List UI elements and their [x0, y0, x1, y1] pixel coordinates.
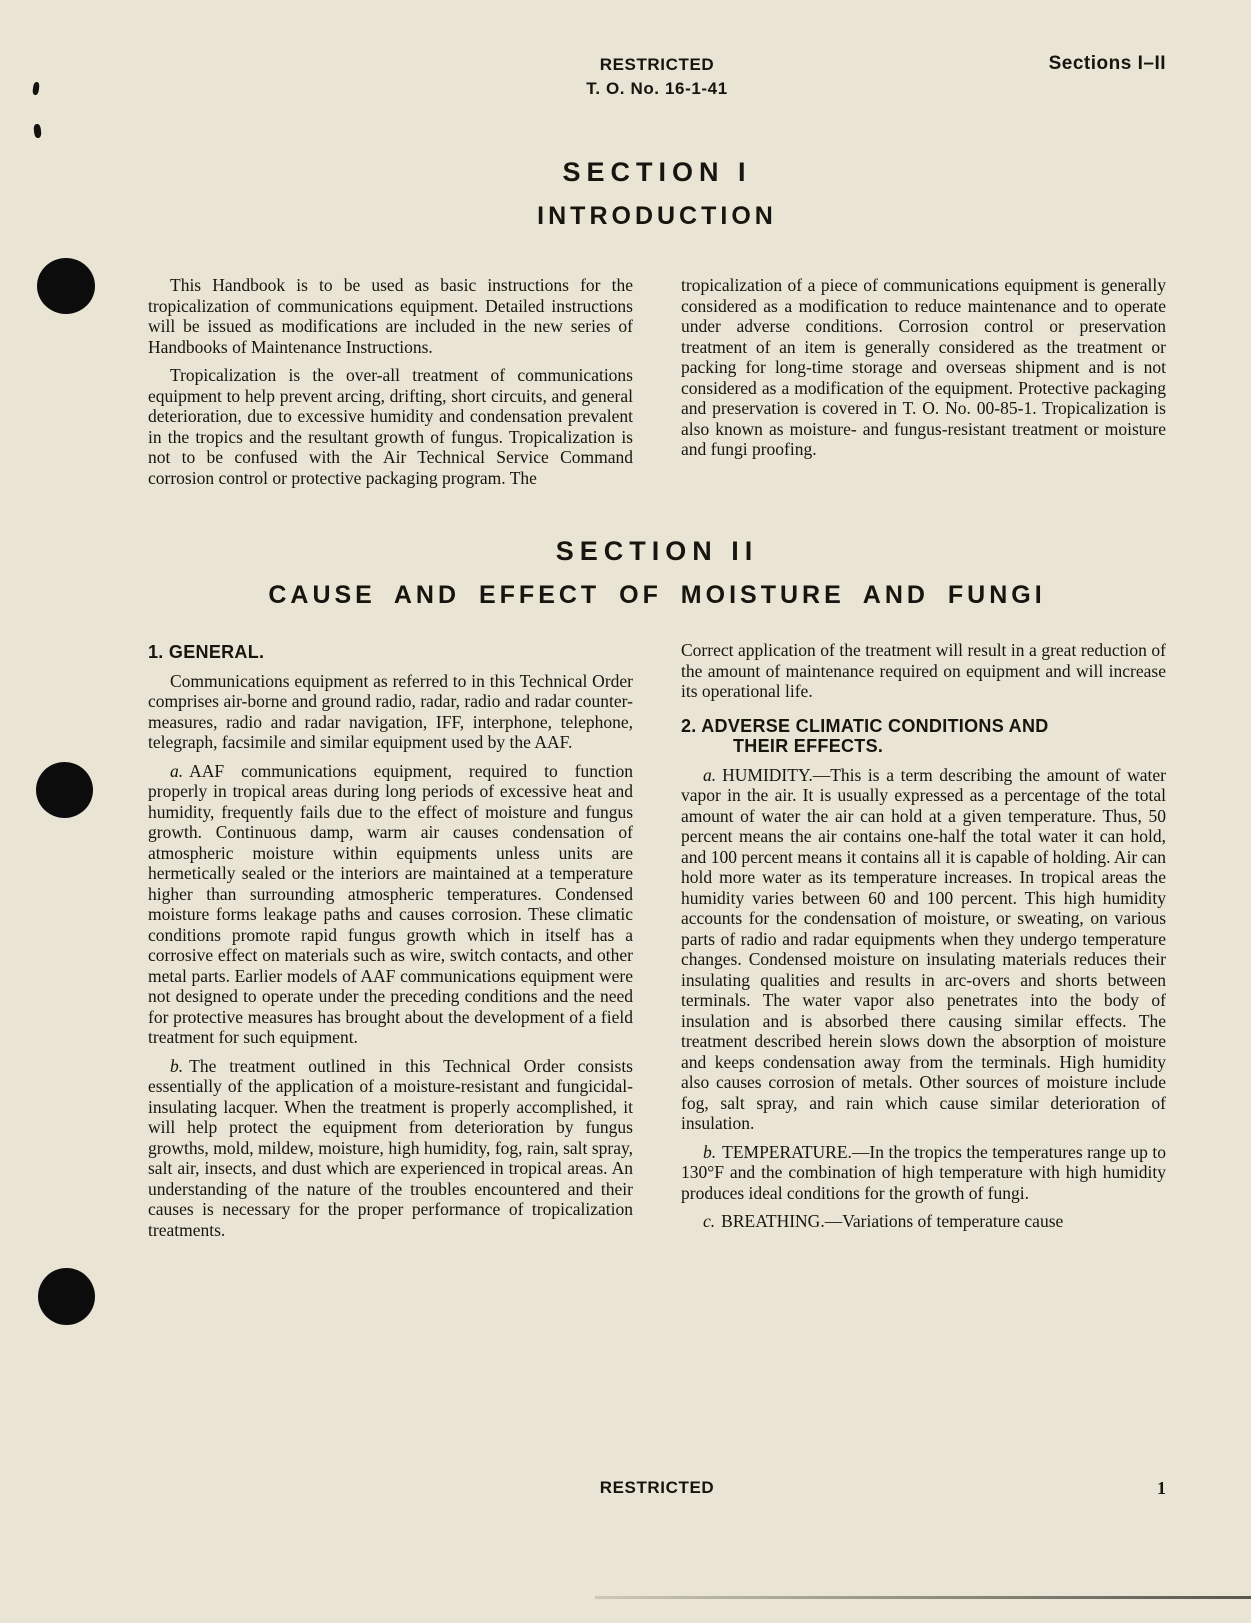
- section-2-title: SECTION II: [555, 536, 759, 566]
- paragraph: [148, 761, 633, 1048]
- paragraph: [681, 765, 1166, 1134]
- section-1-subtitle: INTRODUCTION: [537, 202, 777, 230]
- paragraph: Correct application of the treatment will result in a great reduction of the amount of maintenance required on equipment and will increase its operational life.: [681, 640, 1166, 701]
- page-number: 1: [1157, 1478, 1166, 1498]
- restricted-banner: RESTRICTED: [599, 55, 715, 74]
- heading-line-1: 2. ADVERSE CLIMATIC CONDITIONS AND: [681, 715, 1049, 736]
- section-2-columns: [148, 640, 1166, 1240]
- heading-line-2: THEIR EFFECTS.: [733, 736, 884, 756]
- page-footer: [148, 1478, 1166, 1498]
- page-content: [148, 55, 1166, 1240]
- section-2: [148, 536, 1166, 1240]
- paragraph-text: AAF communications equipment, required to function properly in tropical areas during long periods of excessive heat and humidity, frequently fails due to the effect of moisture and fungus growth. Continuous damp, warm air causes condensation of atmospheric moisture within equipments unless units are hermetically sealed or the interiors are maintained at a temperature higher than surrounding atmospheric temperatures. Condensed moisture forms leakage paths and causes corrosion. These climatic conditions promote rapid fungus growth which in itself has a corrosive effect on materials such as wire, switch contacts, and other metal parts. Earlier models of AAF communications equipment were not designed to operate under the preceding conditions and the need for protective measures has brought about the development of a field treatment for such equipment.: [148, 760, 633, 1047]
- paragraph-letter: a.: [170, 760, 184, 781]
- paragraph-text: BREATHING.—Variations of temperature cause: [721, 1211, 1064, 1231]
- section-1: [148, 157, 1166, 488]
- paragraph: [681, 1211, 1166, 1232]
- paragraph: tropicalization of a piece of communications equipment is generally considered as a modification to reduce maintenance and to operate under adverse conditions. Corrosion control or preservation treatment of an item is generally considered as the treatment or packing for long-time storage and overseas shipment and is not considered as a modification of the equipment. Protective packaging and preservation is covered in T. O. No. 00-85-1. Tropicalization is also known as moisture- and fungus-resistant treatment or moisture and fungi proofing.: [681, 275, 1166, 459]
- paragraph-text: HUMIDITY.—This is a term describing the amount of water vapor in the air. It is usually expressed as a percentage of the total amount of water the air can hold at a given temperature. Thus, 50 percent means the air contains one-half the total water it can hold, and 100 percent means it contains all it is capable of holding. Air can hold more water as its temperature increases. In tropical areas the humidity varies between 60 and 100 percent. This high humidity accounts for the condensation of moisture, or sweating, on various parts of radio and radar equipments when they undergo temperature changes. Condensed moisture on insulating materials reduces their insulating qualities and results in arc-overs and shorts between terminals. The water vapor also penetrates into the body of insulation and is absorbed there causing similar effects. The treatment described herein slows down the absorption of moisture and keeps condensation away from the terminals. High humidity also causes corrosion of metals. Other sources of moisture include fog, salt spray, and rain which cause similar deterioration of insulation.: [681, 764, 1166, 1133]
- paragraph-letter: b.: [170, 1055, 184, 1076]
- paragraph-letter: c.: [703, 1211, 716, 1231]
- punch-hole-middle: [36, 762, 93, 818]
- section-1-title: SECTION I: [562, 157, 752, 187]
- sections-label: Sections I–II: [1048, 53, 1166, 74]
- paragraph-letter: b.: [703, 1141, 717, 1162]
- heading-adverse-climatic: [681, 716, 1166, 757]
- scan-edge-line: [595, 1596, 1251, 1599]
- restricted-footer: RESTRICTED: [599, 1478, 715, 1497]
- page-header: [148, 55, 1166, 99]
- section-2-subtitle: CAUSE AND EFFECT OF MOISTURE AND FUNGI: [268, 581, 1046, 609]
- punch-hole-bottom: [38, 1268, 95, 1325]
- punch-hole-top: [37, 258, 95, 314]
- paragraph: [148, 1056, 633, 1241]
- section-1-left-column: [148, 275, 633, 488]
- section-2-left-column: [148, 640, 633, 1240]
- paragraph-letter: a.: [703, 764, 717, 785]
- paragraph: Tropicalization is the over-all treatment of communications equipment to help prevent arcing, drifting, short circuits, and general deterioration, due to excessive humidity and condensation prevalent in the tropics and the resultant growth of fungus. Tropicalization is not to be confused with the Air Technical Service Command corrosion control or protective packaging program. The: [148, 365, 633, 488]
- paragraph-text: The treatment outlined in this Technical Order consists essentially of the application of a moisture-resistant and fungicidal-insulating lacquer. When the treatment is properly accomplished, it will help protect the equipment from deterioration by fungus growths, mold, mildew, moisture, high humidity, fog, rain, salt spray, salt air, insects, and dust which are experienced in tropical areas. An understanding of the nature of the troubles encountered and their causes is necessary for the proper performance of tropicalization treatments.: [148, 1055, 633, 1240]
- scan-speck: [32, 82, 40, 96]
- paragraph-text: TEMPERATURE.—In the tropics the temperatures range up to 130°F and the combination of high temperature with high humidity produces ideal conditions for the growth of fungi.: [681, 1141, 1166, 1203]
- technical-order-number: T. O. No. 16-1-41: [586, 79, 728, 98]
- section-2-right-column: [681, 640, 1166, 1240]
- paragraph: [681, 1142, 1166, 1204]
- paragraph: Communications equipment as referred to in this Technical Order comprises air-borne and ground radio, radar, radio and radar counter-measures, radio and radar navigation, IFF, interphone, telephone, telegraph, facsimile and similar equipment used by the AAF.: [148, 670, 633, 752]
- heading-general: 1. GENERAL.: [148, 642, 265, 662]
- section-1-columns: [148, 275, 1166, 488]
- section-1-right-column: [681, 275, 1166, 488]
- paragraph: This Handbook is to be used as basic instructions for the tropicalization of communications equipment. Detailed instructions will be issued as modifications are included in the new series of Handbooks of Maintenance Instructions.: [148, 275, 633, 357]
- scan-speck: [33, 124, 41, 139]
